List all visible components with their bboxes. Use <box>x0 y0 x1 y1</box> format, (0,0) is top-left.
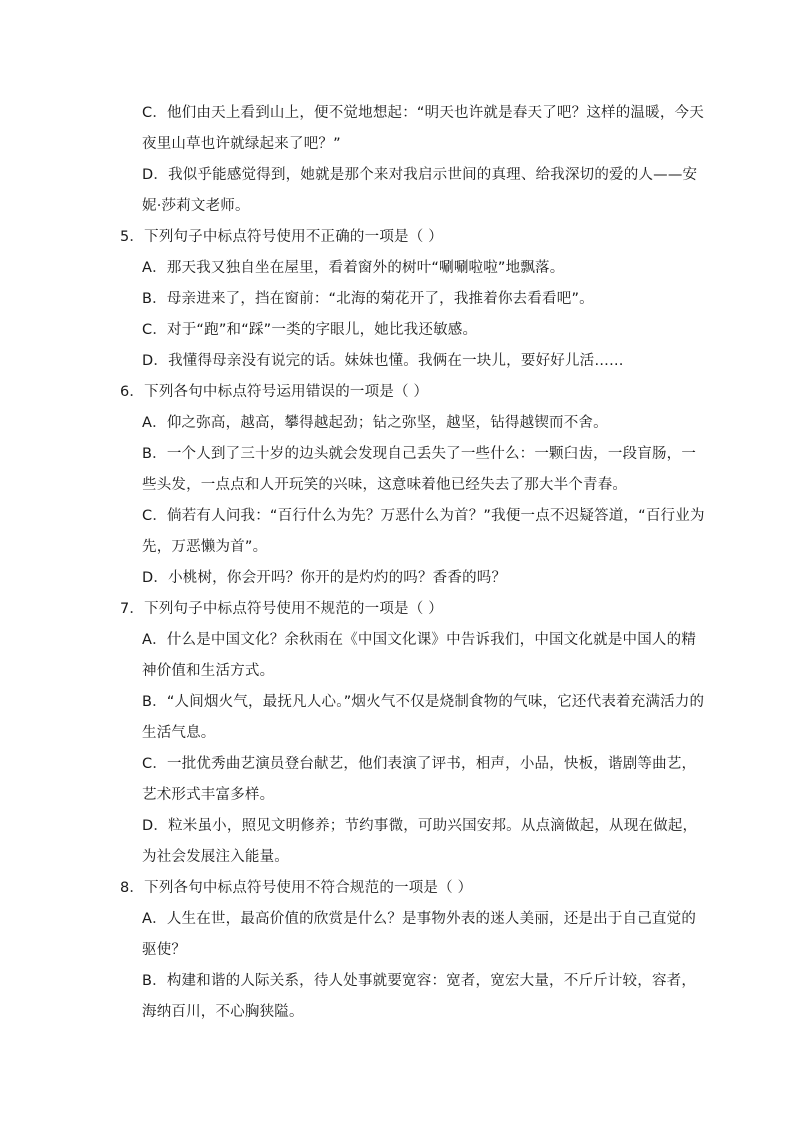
q7-option-d-line-1: D．粒米虽小，照见文明修养；节约事微，可助兴国安邦。从点滴做起，从现在做起， <box>142 818 698 834</box>
option-c-line-2: 夜里山草也许就绿起来了吧？” <box>142 136 341 152</box>
q8-option-b-line-1: B．构建和谐的人际关系，待人处事就要宽容：宽者，宽宏大量，不斤斤计较，容者， <box>142 973 697 989</box>
q6-option-b-line-1: B．一个人到了三十岁的边头就会发现自己丢失了一些什么：一颗臼齿，一段盲肠，一 <box>142 446 697 462</box>
q8-option-b-line-2: 海纳百川，不心胸狭隘。 <box>142 1004 304 1020</box>
q6-option-b-line-2: 些头发，一点点和人开玩笑的兴味，这意味着他已经失去了那大半个青春。 <box>142 477 628 493</box>
option-d-line-2: 妮·莎莉文老师。 <box>142 198 250 214</box>
question-6: 6．下列各句中标点符号运用错误的一项是（ ） <box>120 384 429 400</box>
q5-option-a: A．那天我又独自坐在屋里，看着窗外的树叶“唰唰啦啦”地飘落。 <box>142 260 565 276</box>
q6-option-c-line-2: 先，万恶懒为首”。 <box>142 539 268 555</box>
q6-option-d: D．小桃树，你会开吗？你开的是灼灼的吗？香香的吗？ <box>142 570 507 586</box>
option-c-line-1: C．他们由天上看到山上，便不觉地想起：“明天也许就是春天了吧？这样的温暖，今天 <box>142 105 704 121</box>
question-7: 7．下列句子中标点符号使用不规范的一项是（ ） <box>120 601 443 617</box>
q8-option-a-line-1: A．人生在世，最高价值的欣赏是什么？是事物外表的迷人美丽，还是出于自己直觉的 <box>142 911 697 927</box>
q5-option-b: B．母亲进来了，挡在窗前：“北海的菊花开了，我推着你去看看吧”。 <box>142 291 594 307</box>
q7-option-c-line-2: 艺术形式丰富多样。 <box>142 787 275 803</box>
q5-option-d: D．我懂得母亲没有说完的话。妹妹也懂。我俩在一块儿，要好好儿活…… <box>142 353 624 369</box>
q6-option-c-line-1: C．倘若有人问我：“百行什么为先？万恶什么为首？”我便一点不迟疑答道，“百行业为 <box>142 508 705 524</box>
question-5: 5．下列句子中标点符号使用不正确的一项是（ ） <box>120 229 443 245</box>
option-d-line-1: D．我似乎能感觉得到，她就是那个来对我启示世间的真理、给我深切的爱的人——安 <box>142 167 698 183</box>
q7-option-d-line-2: 为社会发展注入能量。 <box>142 849 289 865</box>
q7-option-c-line-1: C．一批优秀曲艺演员登台献艺，他们表演了评书，相声，小品，快板，谐剧等曲艺， <box>142 756 697 772</box>
q8-option-a-line-2: 驱使？ <box>142 942 187 958</box>
q5-option-c: C．对于“跑”和“踩”一类的字眼儿，她比我还敏感。 <box>142 322 478 338</box>
q7-option-b-line-2: 生活气息。 <box>142 725 216 741</box>
q6-option-a: A．仰之弥高，越高，攀得越起劲；钻之弥坚，越坚，钻得越锲而不舍。 <box>142 415 608 431</box>
q7-option-b-line-1: B．“人间烟火气，最抚凡人心。”烟火气不仅是烧制食物的气味，它还代表着充满活力的 <box>142 694 705 710</box>
q7-option-a-line-1: A．什么是中国文化？余秋雨在《中国文化课》中告诉我们，中国文化就是中国人的精 <box>142 632 697 648</box>
q7-option-a-line-2: 神价值和生活方式。 <box>142 663 275 679</box>
question-8: 8．下列各句中标点符号使用不符合规范的一项是（ ） <box>120 880 473 896</box>
